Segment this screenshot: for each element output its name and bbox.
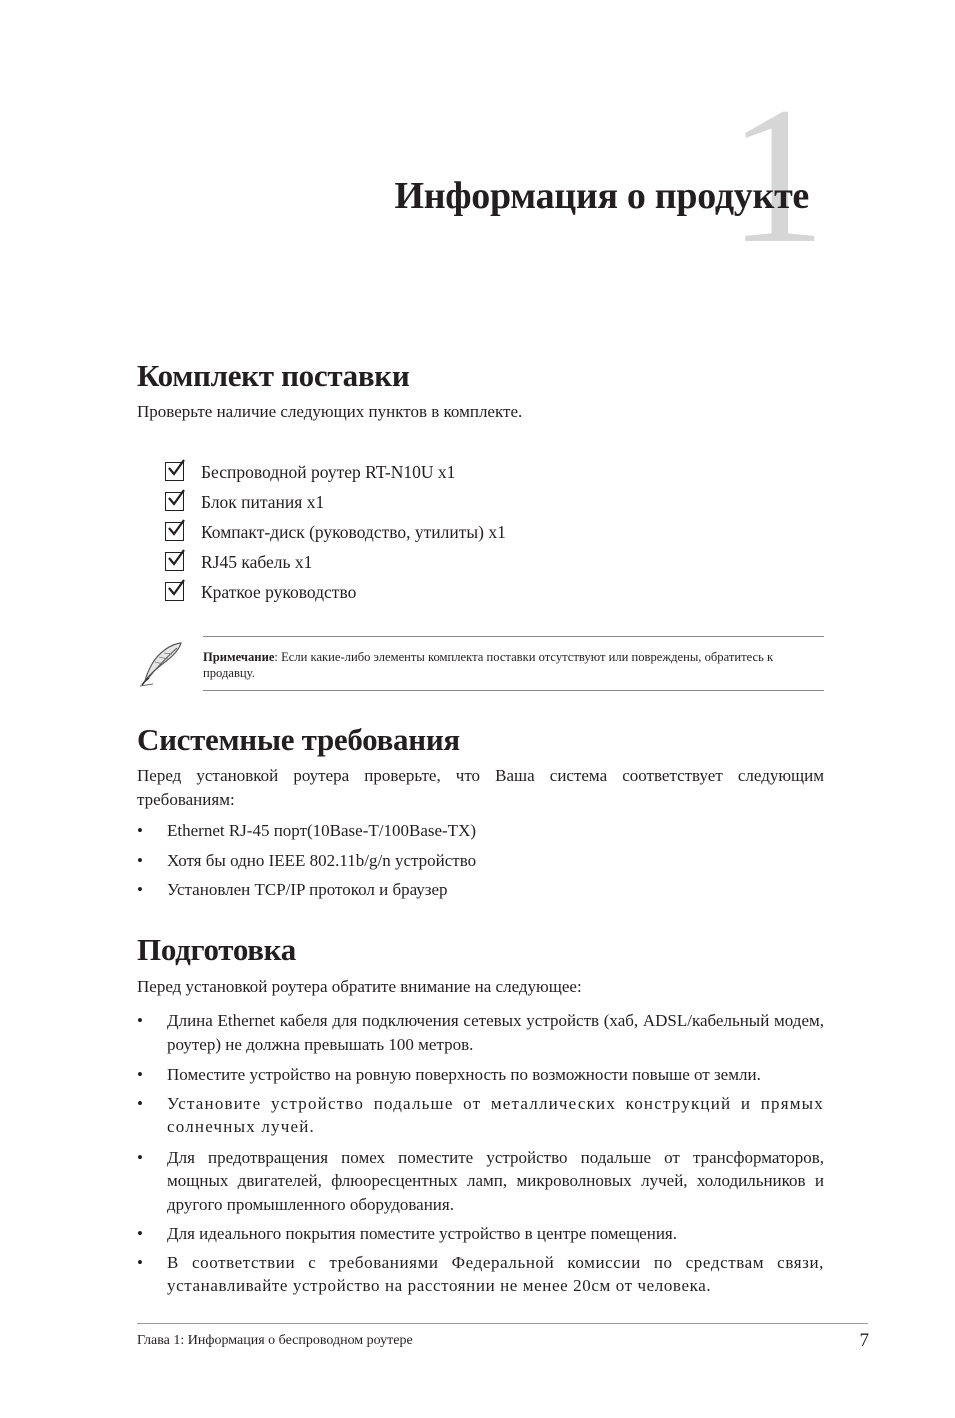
bullet: • [137, 1065, 143, 1084]
footer-chapter-label: Глава 1: Информация о беспроводном роутере [137, 1333, 413, 1348]
checklist-item-label: Краткое руководство [201, 582, 357, 602]
note-text [203, 649, 824, 681]
checklist-item [165, 550, 506, 580]
list-item-text: Хотя бы одно IEEE 802.11b/g/n устройство [167, 850, 477, 870]
list-item-text: Установите устройство подальше от металлических конструкций и прямых солнечных лучей. [167, 1093, 824, 1136]
checklist-item [165, 580, 506, 610]
footer-rule [137, 1323, 868, 1324]
checkbox-checked-icon [165, 582, 184, 601]
list-item-text: Для идеального покрытия поместите устройство в центре помещения. [167, 1224, 677, 1243]
list-item [137, 1146, 824, 1217]
checkbox-checked-icon [165, 492, 184, 511]
list-item [137, 849, 824, 873]
note-bottom-rule [203, 690, 824, 691]
note-body: : Если какие-либо элементы комплекта поставки отсутствуют или повреждены, обратитесь к продавцу. [203, 650, 774, 680]
bullet: • [137, 1011, 143, 1030]
list-item-text: Ethernet RJ-45 порт(10Base-T/100Base-TX) [167, 821, 477, 840]
package-intro: Проверьте наличие следующих пунктов в комплекте. [137, 402, 523, 421]
list-item [137, 1063, 824, 1087]
checklist-item-label: Блок питания x1 [201, 492, 325, 512]
checklist-item [165, 520, 506, 550]
chapter-number: 1 [728, 67, 826, 284]
bullet: • [137, 850, 143, 870]
list-item-text: Длина Ethernet кабеля для подключения сетевых устройств (хаб, ADSL/кабельный модем, роутер) не должна превышать 100 метров. [167, 1011, 824, 1054]
package-checklist [165, 460, 506, 610]
note-top-rule [203, 636, 824, 637]
list-item [137, 1222, 824, 1246]
bullet: • [137, 1224, 143, 1243]
list-item-text: Для предотвращения помех поместите устройство подальше от трансформаторов, мощных двигателей, флюоресцентных ламп, микроволновых лучей, холодильников и другого промышленного оборудования. [167, 1147, 824, 1214]
list-item-text: В соответствии с требованиями Федеральной комиссии по средствам связи, устанавливайте устройство на расстоянии не менее 20см от человека. [167, 1252, 824, 1295]
package-heading: Комплект поставки [137, 358, 410, 393]
checklist-item-label: Беспроводной роутер RT-N10U x1 [201, 462, 456, 482]
list-item [137, 1251, 824, 1298]
checkbox-checked-icon [165, 522, 184, 541]
checkbox-checked-icon [165, 462, 184, 481]
list-item [137, 1092, 824, 1139]
chapter-title: Информация о продукте [394, 175, 809, 217]
list-item [137, 878, 824, 902]
list-item [137, 1009, 824, 1056]
list-item-text: Установлен TCP/IP протокол и браузер [167, 880, 448, 899]
list-item-text: Поместите устройство на ровную поверхность по возможности повыше от земли. [167, 1065, 761, 1084]
requirements-heading: Системные требования [137, 722, 460, 757]
checkbox-checked-icon [165, 552, 184, 571]
bullet: • [137, 1147, 143, 1167]
preparation-list [137, 1009, 824, 1298]
checklist-item-label: RJ45 кабель x1 [201, 552, 313, 572]
checklist-item [165, 490, 506, 520]
list-item [137, 819, 824, 843]
requirements-list [137, 819, 824, 902]
preparation-intro: Перед установкой роутера обратите внимание на следующее: [137, 977, 582, 996]
bullet: • [137, 1252, 144, 1272]
requirements-intro: Перед установкой роутера проверьте, что Ваша система соответствует следующим требованиям: [137, 766, 824, 809]
preparation-heading: Подготовка [137, 932, 296, 967]
page-number: 7 [859, 1330, 869, 1351]
bullet: • [137, 880, 143, 899]
checklist-item-label: Компакт-диск (руководство, утилиты) x1 [201, 522, 506, 542]
feather-pen-icon [137, 640, 187, 688]
note-label: Примечание [203, 650, 275, 664]
bullet: • [137, 821, 143, 840]
bullet: • [137, 1093, 145, 1113]
checklist-item [165, 460, 506, 490]
